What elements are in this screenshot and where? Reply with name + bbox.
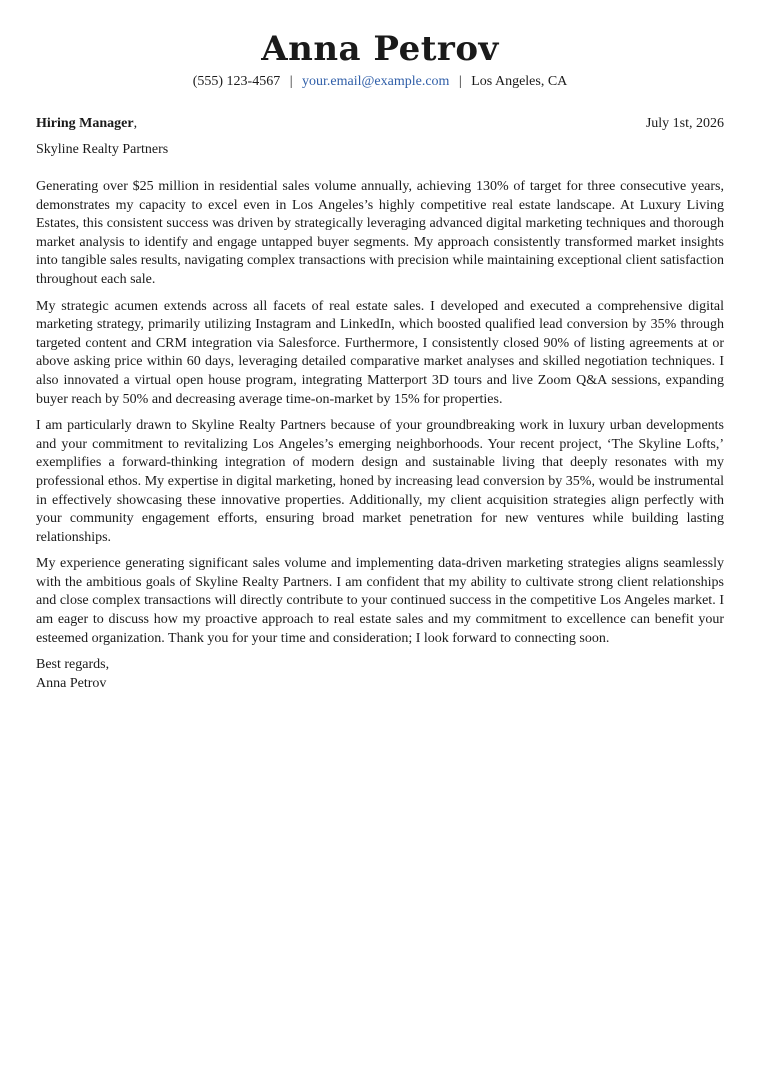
closing-signature: Anna Petrov: [36, 675, 107, 691]
letter-closing: [36, 656, 724, 693]
recipient-title-suffix: ,: [133, 116, 138, 131]
body-paragraph: My experience generating significant sales volume and implementing data-driven marketing strategies aligns seamlessly with the ambitious goals of Skyline Realty Partners. I am confident that my ability to cultivate strong client relationships and close complex transactions will directly contribute to your continued success in the competitive Los Angeles market. I am eager to discuss how my proactive approach to real estate sales and my commitment to excellence can benefit your esteemed organization. Thank you for your time and consideration; I look forward to connecting soon.: [36, 556, 724, 646]
recipient-company: Skyline Realty Partners: [36, 142, 169, 157]
closing-salutation: Best regards,: [36, 657, 110, 673]
body-paragraph: I am particularly drawn to Skyline Realty Partners because of your groundbreaking work in luxury urban developments and your commitment to revitalizing Los Angeles’s emerging neighborhoods. Your recent project, ‘The Skyline Lofts,’ exemplifies a forward-thinking integration of modern design and sustainable living that deeply resonates with my professional ethos. My expertise in digital marketing, honed by increasing lead conversion by 35%, would be instrumental in effectively showcasing these innovative properties. Additionally, my client acquisition strategies align perfectly with your community engagement efforts, ensuring broad market penetration for new ventures while building lasting relationships.: [36, 418, 724, 545]
phone-number: (555) 123-4567: [192, 74, 281, 89]
email-link[interactable]: your.email@example.com: [302, 74, 450, 89]
recipient-title-wrap: [36, 114, 137, 134]
recipient-title: Hiring Manager: [36, 116, 134, 131]
body-paragraph: My strategic acumen extends across all facets of real estate sales. I developed and executed a comprehensive digital marketing strategy, primarily utilizing Instagram and LinkedIn, which boosted qualified lead conversion by 35% through targeted content and CRM integration via Salesforce. Furthermore, I consistently closed 90% of listing agreements at or above asking price within 60 days, leveraging detailed comparative market analyses and skilled negotiation techniques. I also innovated a virtual open house program, integrating Matterport 3D tours and live Zoom Q&A sessions, expanding buyer reach by 50% and decreasing average time-on-market by 15% for properties.: [36, 298, 724, 407]
contact-separator: |: [289, 74, 293, 89]
letter-body: [36, 178, 724, 648]
recipient-row: [36, 114, 724, 134]
contact-separator: |: [458, 74, 462, 89]
contact-line: [36, 72, 724, 92]
location: Los Angeles, CA: [471, 74, 568, 89]
letter-date: July 1st, 2026: [645, 116, 724, 131]
applicant-name: Anna Petrov: [261, 29, 499, 69]
body-paragraph: Generating over $25 million in residential sales volume annually, achieving 130% of target for three consecutive years, demonstrates my capacity to excel even in Los Angeles’s highly competitive real estate landscape. At Luxury Living Estates, this consistent success was driven by strategically leveraging advanced digital marketing techniques and thorough market analysis to identify and engage untapped buyer segments. My approach consistently transformed market insights into tangible sales results, navigating complex transactions with precision while maintaining exceptional client satisfaction throughout each sale.: [36, 179, 724, 287]
